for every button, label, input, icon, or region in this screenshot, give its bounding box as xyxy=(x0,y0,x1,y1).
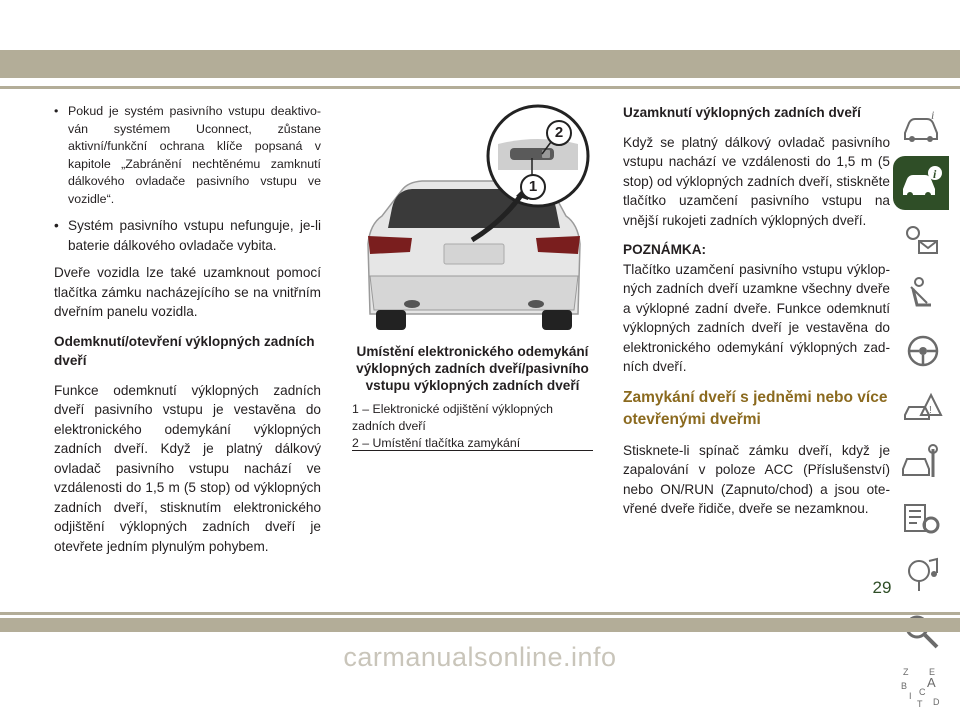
bullet-item: • Pokud je systém pasivního vstupu deaktivován systémem Uconnect, zůstane aktivní/funkční ochrana klíče popsaná v kapitole „Zabránění nechtěnému zamknutí dálkového ovladače pasivního vstupu ve vozidle“. xyxy=(54,103,321,208)
liftgate-illustration xyxy=(352,104,593,336)
car-key-icon xyxy=(899,161,943,205)
index-letter: C xyxy=(919,687,926,697)
subheading: Uzamknutí výklopných zadních dveří xyxy=(623,105,861,120)
svg-text:i: i xyxy=(933,167,937,181)
page-number: 29 xyxy=(872,578,892,597)
tab-car-info[interactable] xyxy=(893,100,949,154)
tab-specifications[interactable] xyxy=(893,492,949,546)
multimedia-icon xyxy=(899,553,943,597)
tab-multimedia[interactable] xyxy=(893,548,949,602)
index-letter: T xyxy=(917,699,923,709)
footer-rule xyxy=(0,612,960,615)
index-letter: B xyxy=(901,681,908,691)
car-info-icon xyxy=(899,105,943,149)
svg-text:!: ! xyxy=(929,405,932,416)
figure-caption: Umístění elektronického odemykání výklopných zadních dveří/pasivního vstupu výklopných zadních dveří xyxy=(356,344,589,393)
watermark: carmanualsonline.info xyxy=(343,642,617,672)
car-service-wrench-icon xyxy=(899,441,943,485)
tab-getting-to-know[interactable] xyxy=(893,156,949,210)
paragraph: Funkce odemknutí výklopných zadních dveří pasivního vstupu je vestavěna do elektronického odemykání výklopných zadních dveří. Když je platný dálkový ovladač pasivního vstupu nachází ve vzdálenosti do 1,5 m (5 stop) od výklopných zadních dveří, stisknutím elektronického odjištění výklopných zadních dveří je otevřete jedním plynulým pohybem. xyxy=(54,382,321,554)
note-text: Tlačítko uzamčení pasivního vstupu výklopných zadních dveří uzamkne všechny dveře a výklopné zadní dveře. Funkce odemknutí výklopných zadních dveří je vestavěna do elektronického odemykání výklopných zadních dveří. xyxy=(623,261,890,374)
section-heading: Zamykání dveří s jedněmi nebo více otevřenými dveřmi xyxy=(623,388,888,428)
paragraph: Když se platný dálkový ovladač pasivního vstupu nachází ve vzdálenosti do 1,5 m (5 stop) od výklopných zadních dveří, stiskněte tlačítko uzamčení pasivního vstupu na vnější rukojeti zadních výklopných dveří. xyxy=(623,134,890,228)
tab-warning-lights[interactable] xyxy=(893,212,949,266)
paragraph: Stisknete-li spínač zámku dveří, když je zapalování v poloze ACC (Příslušenství) nebo ON/RUN (Zapnuto/chod) a jsou otevřené dveře řidiče, dveře se nezamknou. xyxy=(623,442,890,516)
svg-text:i: i xyxy=(931,108,935,122)
bullet-item: • Systém pasivního vstupu nefunguje, je-li baterie dálkového ovladače vybita. xyxy=(54,216,321,255)
tab-servicing[interactable] xyxy=(893,436,949,490)
header-rule xyxy=(0,86,960,89)
roadside-emergency-icon xyxy=(899,385,943,429)
paragraph: Dveře vozidla lze také uzamknout pomocí tlačítka zámku nacházejícího se na vnitřním dveřním panelu vozidla. xyxy=(54,265,321,319)
note-label: POZNÁMKA: xyxy=(623,242,707,257)
left-column xyxy=(54,103,321,566)
specifications-gear-icon xyxy=(899,497,943,541)
tab-emergency[interactable] xyxy=(893,380,949,434)
seat-safety-icon xyxy=(899,273,943,317)
header-band xyxy=(0,50,960,78)
index-letter: A xyxy=(927,675,936,690)
tab-starting-operating[interactable] xyxy=(893,324,949,378)
index-letter: I xyxy=(909,691,912,701)
callout-2: 2 xyxy=(546,120,572,146)
steering-wheel-icon xyxy=(899,329,943,373)
tab-safety[interactable] xyxy=(893,268,949,322)
legend-item-1: 1 – Elektronické odjištění výklopných zadních dveří xyxy=(352,402,553,433)
figure-legend xyxy=(352,401,593,452)
subheading: Odemknutí/otevření výklopných zadních dveří xyxy=(54,333,315,368)
right-column xyxy=(623,103,890,529)
index-letter: D xyxy=(933,697,940,707)
legend-item-2: 2 – Umístění tlačítka zamykání xyxy=(352,436,521,450)
index-letter: E xyxy=(929,667,936,677)
legend-rule xyxy=(352,450,593,451)
warning-light-message-icon xyxy=(899,217,943,261)
callout-1: 1 xyxy=(520,174,546,200)
footer-band xyxy=(0,618,960,632)
index-letter: Z xyxy=(903,667,909,677)
